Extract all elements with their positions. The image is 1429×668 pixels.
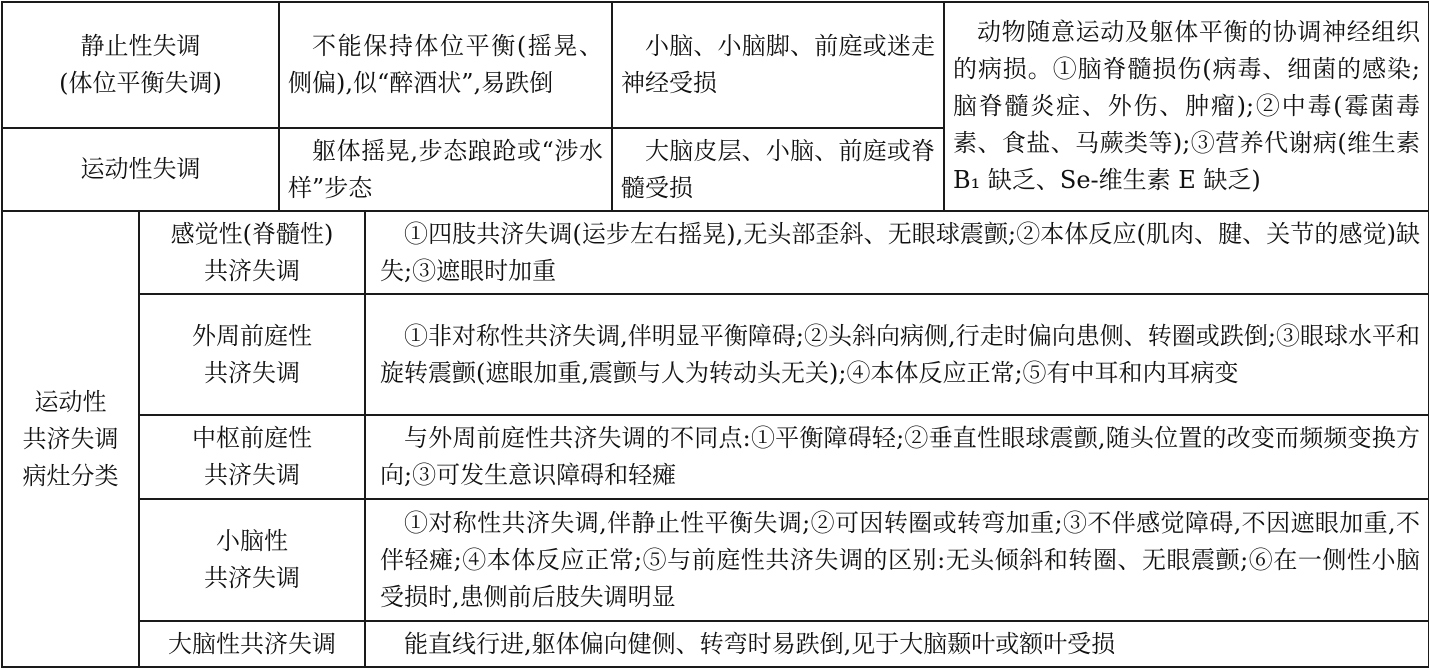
cerebellar-ataxia-desc: ①对称性共济失调,伴静止性平衡失调;②可因转圈或转弯加重;③不伴感觉障碍,不因遮眼加重,不伴轻瘫;④本体反应正常;⑤与前庭性共济失调的区别:无头倾斜和转圈、无眼震颤;⑥在一侧性小脑受损时,患侧前后肢失调明显 [365,499,1429,621]
peripheral-vestibular-ataxia-name: 外周前庭性 共济失调 [139,294,365,415]
central-vestibular-ataxia-name: 中枢前庭性 共济失调 [139,415,365,499]
central-vestibular-ataxia-desc: 与外周前庭性共济失调的不同点:①平衡障碍轻;②垂直性眼球震颤,随头位置的改变而频频变换方向;③可发生意识障碍和轻瘫 [365,415,1429,499]
sensory-ataxia-name: 感觉性(脊髓性) 共济失调 [139,211,365,294]
sensory-ataxia-desc: ①四肢共济失调(运步左右摇晃),无头部歪斜、无眼球震颤;②本体反应(肌肉、腱、关节的感觉)缺失;③遮眼时加重 [365,211,1429,294]
motor-ataxia-symptoms: 躯体摇晃,步态踉跄或“涉水样”步态 [279,128,612,211]
motor-ataxia-name: 运动性失调 [2,128,279,211]
static-ataxia-name: 静止性失调 (体位平衡失调) [2,2,279,128]
static-ataxia-lesion: 小脑、小脑脚、前庭或迷走神经受损 [612,2,944,128]
table-row [2,211,1429,294]
table-row [2,415,1429,499]
ataxia-causes: 动物随意运动及躯体平衡的协调神经组织的病损。①脑脊髓损伤(病毒、细菌的感染;脑脊髓炎症、外伤、肿瘤);②中毒(霉菌毒素、食盐、马蕨类等);③营养代谢病(维生素 B₁ 缺乏、Se-维生素 E 缺乏) [944,2,1429,211]
table-row [2,294,1429,415]
static-ataxia-symptoms: 不能保持体位平衡(摇晃、侧偏),似“醉酒状”,易跌倒 [279,2,612,128]
table-row [2,621,1429,667]
peripheral-vestibular-ataxia-desc: ①非对称性共济失调,伴明显平衡障碍;②头斜向病侧,行走时偏向患侧、转圈或跌倒;③眼球水平和旋转震颤(遮眼加重,震颤与人为转动头无关);④本体反应正常;⑤有中耳和内耳病变 [365,294,1429,415]
classification-label: 运动性 共济失调 病灶分类 [2,211,139,667]
cerebellar-ataxia-name: 小脑性 共济失调 [139,499,365,621]
motor-ataxia-lesion: 大脑皮层、小脑、前庭或脊髓受损 [612,128,944,211]
cerebral-ataxia-name: 大脑性共济失调 [139,621,365,667]
table-row [2,499,1429,621]
cerebral-ataxia-desc: 能直线行进,躯体偏向健侧、转弯时易跌倒,见于大脑颞叶或额叶受损 [365,621,1429,667]
table-row [2,2,1429,128]
ataxia-table [1,1,1429,668]
